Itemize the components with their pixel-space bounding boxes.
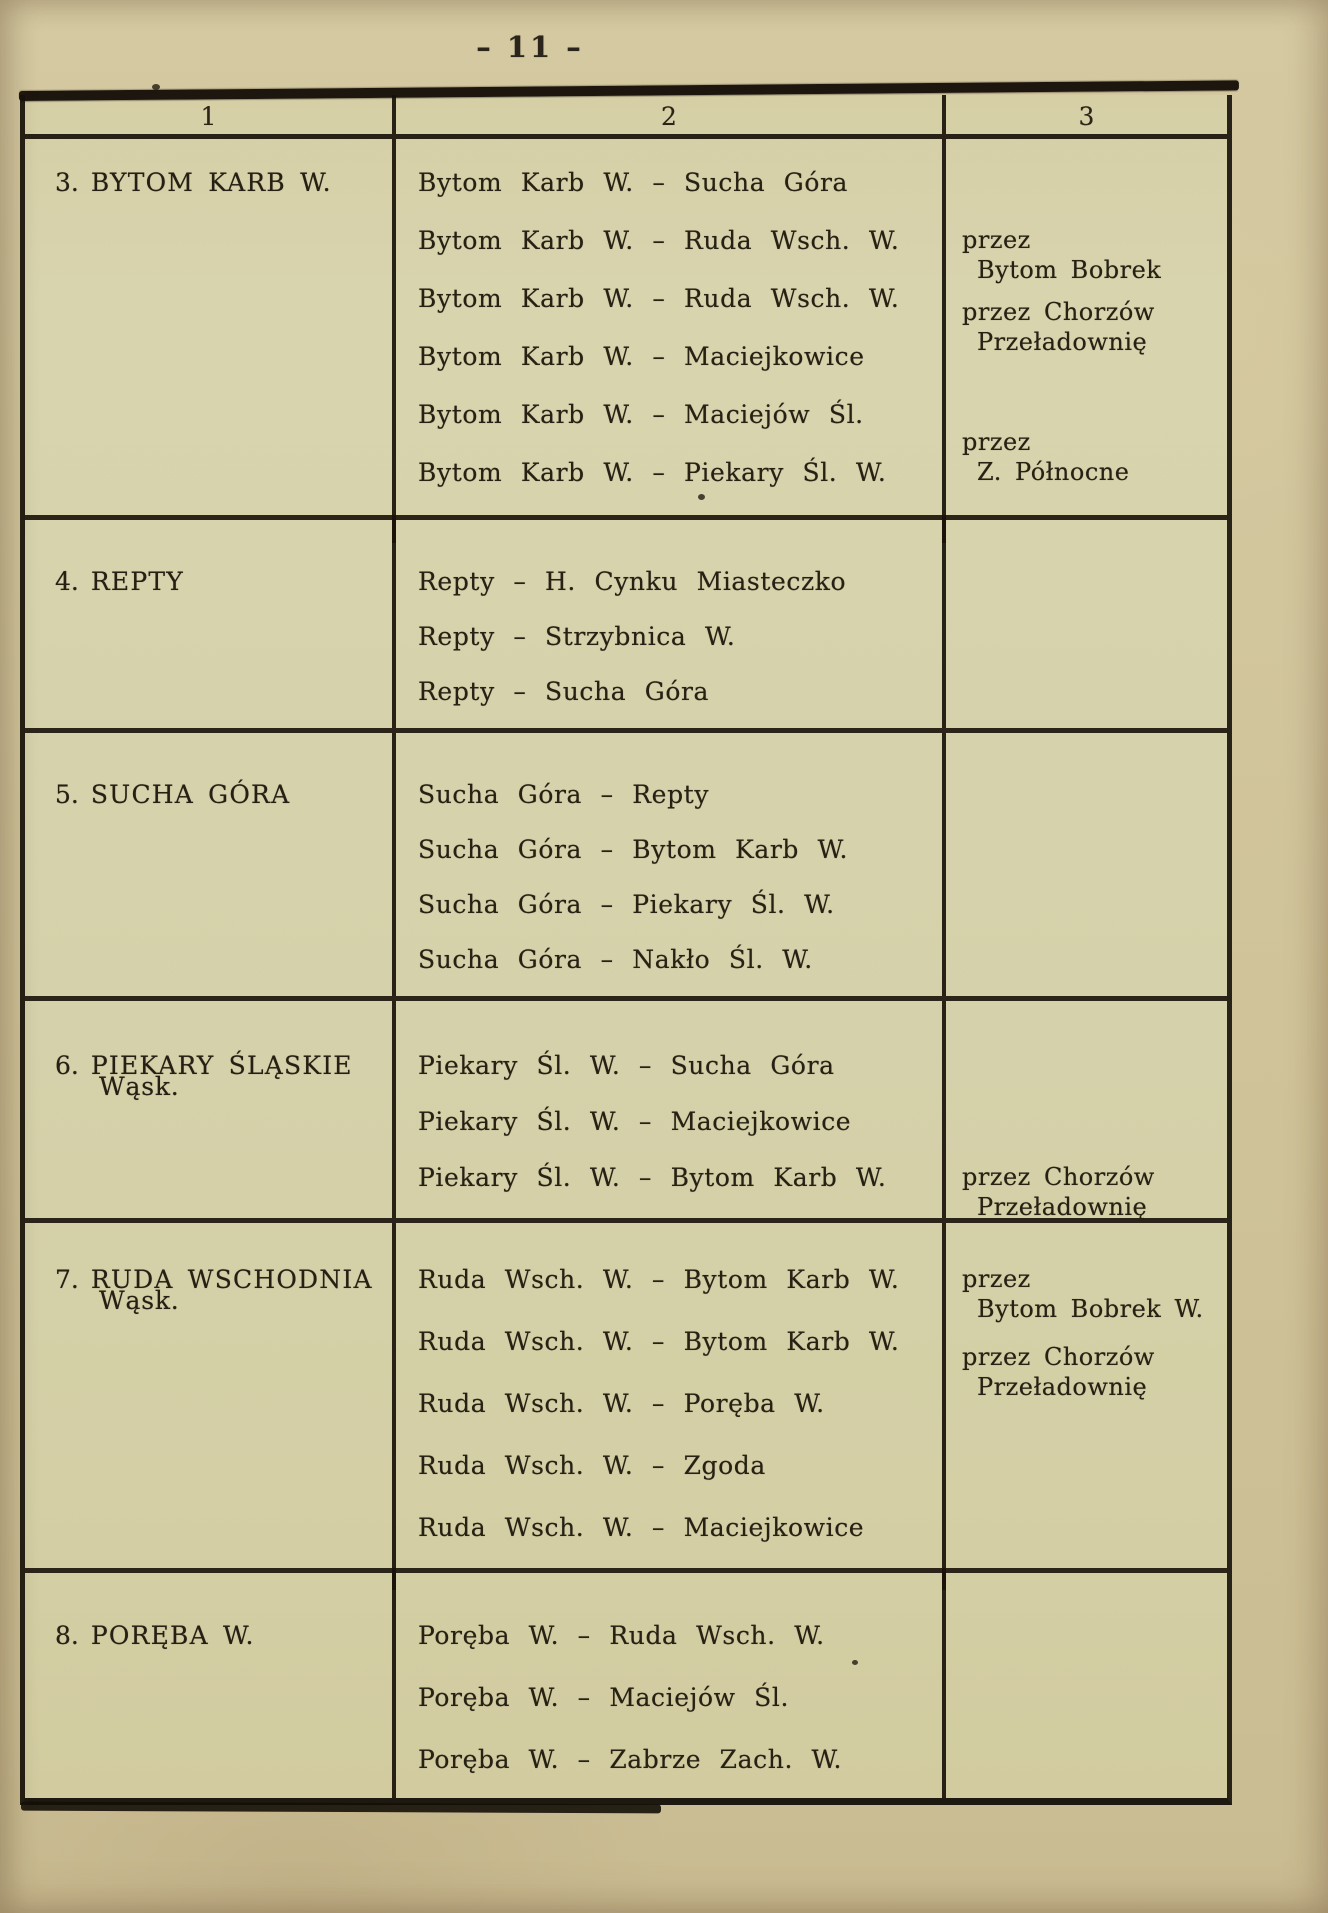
station-name: RUDA WSCHODNIA xyxy=(90,1264,373,1294)
station-name: PIEKARY ŚLĄSKIE xyxy=(90,1050,353,1080)
table-bottom-border-smear xyxy=(21,1802,661,1814)
route-line: Ruda Wsch. W. – Bytom Karb W. xyxy=(418,1264,900,1294)
route-line: Repty – H. Cynku Miasteczko xyxy=(418,567,847,596)
remark-slot xyxy=(962,877,1225,932)
route-line: Sucha Góra – Bytom Karb W. xyxy=(418,835,849,864)
remark-slot xyxy=(962,1466,1225,1528)
remark-slot xyxy=(962,1404,1225,1466)
via-remark-line: przez xyxy=(962,428,1031,456)
remarks-cell xyxy=(946,139,1227,543)
remark-slot xyxy=(962,1264,1225,1326)
remarks-cell xyxy=(946,1573,1227,1798)
remark-slot xyxy=(962,1342,1225,1404)
remark-slot xyxy=(962,297,1225,355)
route-line: Ruda Wsch. W. – Zgoda xyxy=(418,1450,766,1480)
route-line: Bytom Karb W. – Maciejkowice xyxy=(418,341,865,371)
page-number: – 11 – xyxy=(476,30,584,64)
station-cell xyxy=(25,1001,396,1218)
via-remark-line: Przeładownię xyxy=(977,1373,1148,1401)
routes-cell xyxy=(396,1573,946,1798)
via-remark-line: Bytom Bobrek xyxy=(977,256,1162,284)
routes-cell xyxy=(396,139,946,543)
via-remark xyxy=(962,1264,1225,1324)
via-remark-line: Z. Północne xyxy=(977,458,1130,486)
table-row xyxy=(25,1001,1227,1223)
via-remark-line: przez Chorzów xyxy=(962,1163,1155,1191)
route-line: Repty – Strzybnica W. xyxy=(418,622,736,651)
station-line xyxy=(55,153,388,211)
remark-slot xyxy=(962,153,1225,211)
station-cell xyxy=(25,1573,396,1798)
via-remark xyxy=(962,1162,1225,1222)
paper-speck xyxy=(698,494,705,500)
remark-slot xyxy=(962,1162,1225,1221)
station-number: 4. xyxy=(55,567,79,596)
remarks-cell xyxy=(946,1223,1227,1590)
remark-slot xyxy=(962,1728,1225,1790)
station-line xyxy=(55,554,388,609)
remark-slot xyxy=(962,1093,1225,1149)
station-subtitle: Wąsk. xyxy=(99,1072,180,1101)
route-line: Poręba W. – Zabrze Zach. W. xyxy=(418,1744,843,1774)
table-row xyxy=(25,733,1227,1001)
route-line: Repty – Sucha Góra xyxy=(418,677,710,706)
station-cell xyxy=(25,139,396,543)
remark-slot xyxy=(962,427,1225,485)
station-subtitle: Wąsk. xyxy=(99,1286,180,1315)
station-number: 8. xyxy=(55,1620,79,1650)
route-line: Ruda Wsch. W. – Bytom Karb W. xyxy=(418,1326,900,1356)
via-remark-line: Przeładownię xyxy=(977,1193,1148,1221)
paper-speck xyxy=(852,1660,858,1665)
via-remark xyxy=(962,427,1225,487)
remark-slot xyxy=(962,1604,1225,1666)
via-remark-line: Bytom Bobrek W. xyxy=(977,1295,1204,1323)
column-header-1: 1 xyxy=(25,95,396,134)
remark-slot xyxy=(962,554,1225,609)
table-row xyxy=(25,139,1227,520)
route-line: Bytom Karb W. – Maciejów Śl. xyxy=(418,399,864,429)
remark-slot xyxy=(962,1666,1225,1728)
routes-table xyxy=(20,95,1232,1805)
station-line xyxy=(55,767,388,822)
route-line: Sucha Góra – Piekary Śl. W. xyxy=(418,890,835,919)
table-row xyxy=(25,1223,1227,1573)
via-remark-line: przez Chorzów xyxy=(962,298,1155,326)
paper-speck xyxy=(152,84,160,90)
station-number: 7. xyxy=(55,1264,79,1294)
remark-slot xyxy=(962,664,1225,719)
route-line: Ruda Wsch. W. – Poręba W. xyxy=(418,1388,825,1418)
route-line: Piekary Śl. W. – Sucha Góra xyxy=(418,1050,835,1080)
station-cell xyxy=(25,520,396,728)
route-line: Piekary Śl. W. – Bytom Karb W. xyxy=(418,1162,887,1192)
route-line: Bytom Karb W. – Ruda Wsch. W. xyxy=(418,225,900,255)
remark-slot xyxy=(962,767,1225,822)
route-line: Bytom Karb W. – Sucha Góra xyxy=(418,167,849,197)
column-header-3: 3 xyxy=(1078,101,1095,131)
station-name: PORĘBA W. xyxy=(90,1620,255,1650)
route-line: Sucha Góra – Repty xyxy=(418,780,710,809)
route-line: Sucha Góra – Nakło Śl. W. xyxy=(418,945,813,974)
remark-slot xyxy=(962,225,1225,283)
route-line: Ruda Wsch. W. – Maciejkowice xyxy=(418,1512,865,1542)
via-remark xyxy=(962,1342,1225,1402)
route-line: Bytom Karb W. – Ruda Wsch. W. xyxy=(418,283,900,313)
route-line: Poręba W. – Maciejów Śl. xyxy=(418,1682,790,1712)
station-name: SUCHA GÓRA xyxy=(90,780,291,809)
route-line: Piekary Śl. W. – Maciejkowice xyxy=(418,1106,852,1136)
via-remark xyxy=(962,297,1225,357)
remarks-cell xyxy=(946,1001,1227,1221)
route-line: Bytom Karb W. – Piekary Śl. W. xyxy=(418,457,887,487)
station-number: 6. xyxy=(55,1050,79,1080)
table-row xyxy=(25,520,1227,733)
routes-cell xyxy=(396,520,946,728)
via-remark-line: Przeładownię xyxy=(977,328,1148,356)
routes-cell xyxy=(396,1001,946,1218)
station-line xyxy=(55,1604,388,1666)
remarks-cell xyxy=(946,733,1227,996)
station-number: 3. xyxy=(55,167,79,197)
station-name: REPTY xyxy=(90,567,184,596)
table-header-row xyxy=(25,95,1227,139)
station-cell xyxy=(25,733,396,996)
remark-slot xyxy=(962,822,1225,877)
routes-cell xyxy=(396,733,946,996)
station-name: BYTOM KARB W. xyxy=(90,167,332,197)
route-line: Poręba W. – Ruda Wsch. W. xyxy=(418,1620,825,1650)
via-remark-line: przez xyxy=(962,1265,1031,1293)
via-remark-line: przez xyxy=(962,226,1031,254)
table-body xyxy=(25,139,1227,1798)
via-remark xyxy=(962,225,1225,285)
remark-slot xyxy=(962,609,1225,664)
station-cell xyxy=(25,1223,396,1590)
station-number: 5. xyxy=(55,780,79,809)
remark-slot xyxy=(962,1037,1225,1093)
table-row xyxy=(25,1573,1227,1798)
remark-slot xyxy=(962,355,1225,413)
remark-slot xyxy=(962,932,1225,987)
routes-cell xyxy=(396,1223,946,1590)
column-header-2: 2 xyxy=(396,95,946,134)
via-remark-line: przez Chorzów xyxy=(962,1343,1155,1371)
remarks-cell xyxy=(946,520,1227,728)
